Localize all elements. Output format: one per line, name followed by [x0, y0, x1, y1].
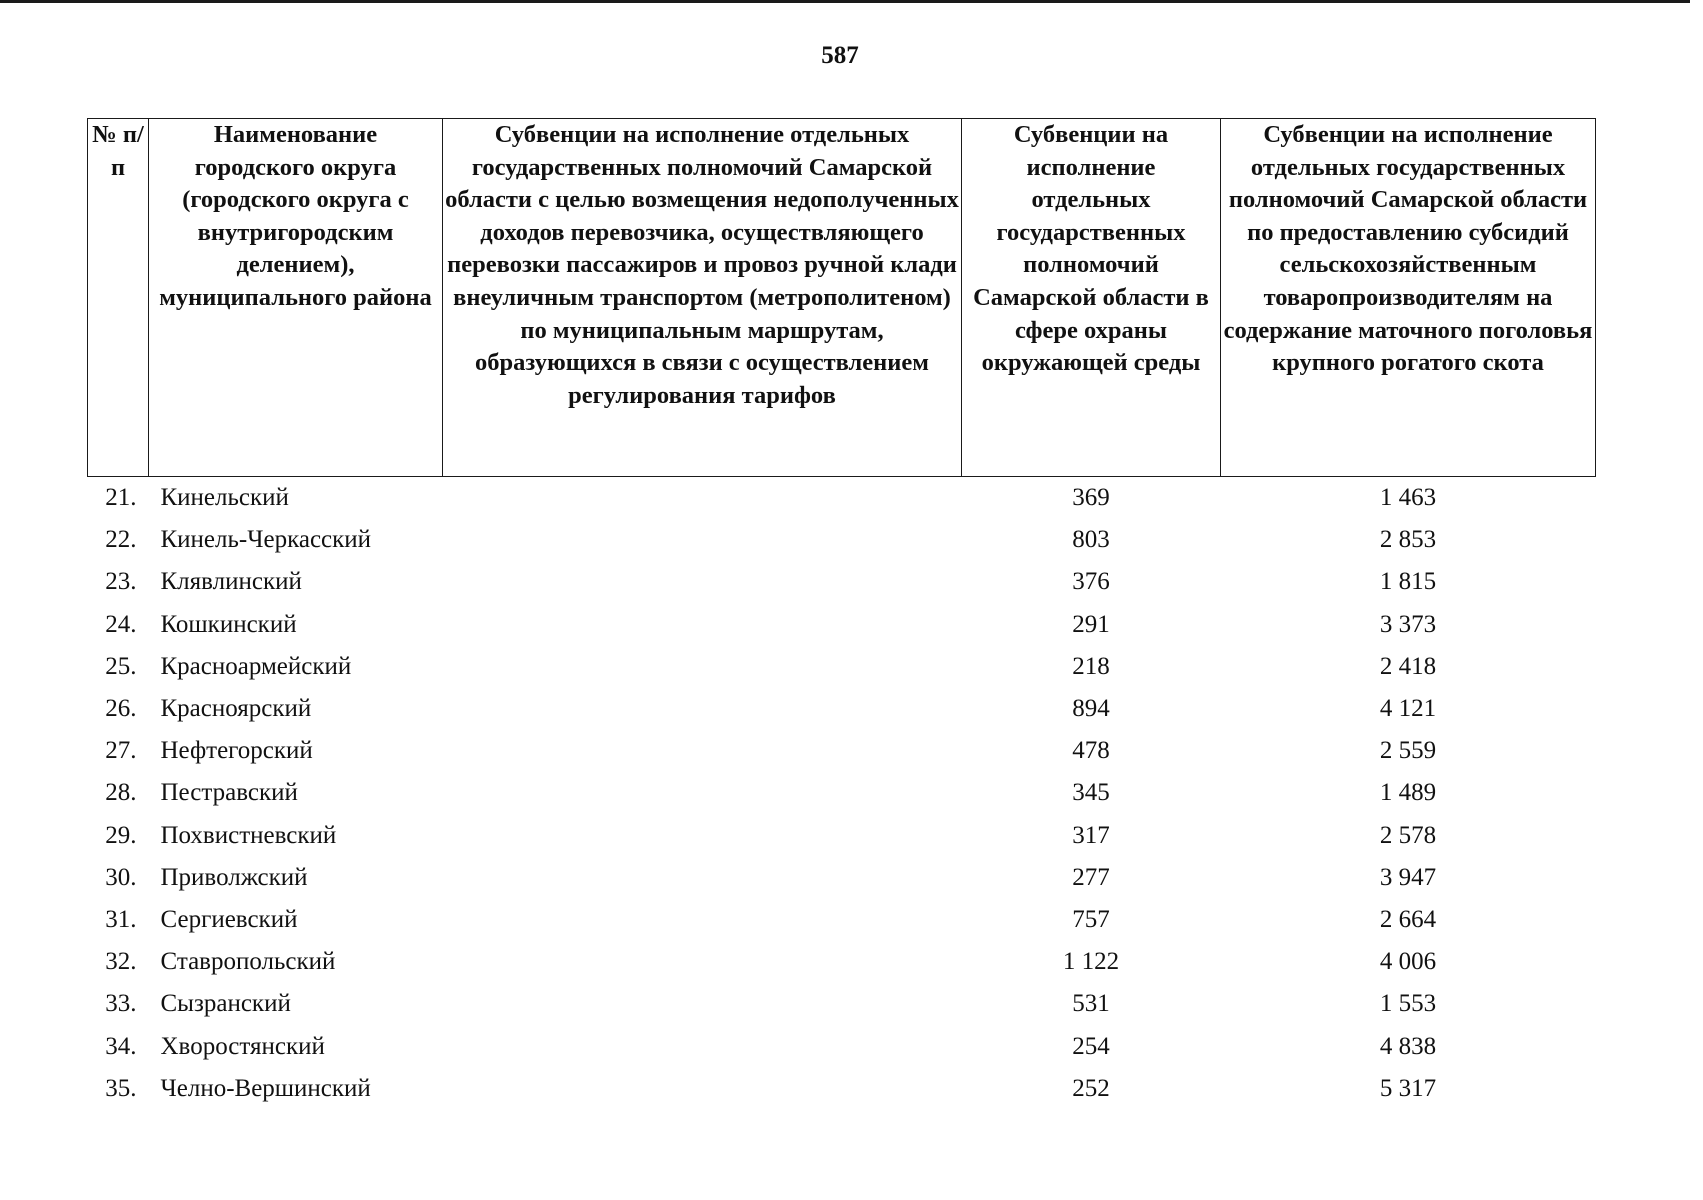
cattle-subvention-value: 4 006	[1379, 948, 1437, 976]
row-number: 23.	[105, 568, 137, 596]
municipality-name: Пестравский	[160, 779, 298, 807]
environment-subvention-value: 218	[1072, 652, 1110, 680]
cattle-subvention-value: 1 489	[1379, 779, 1437, 807]
cattle-subvention-value: 3 947	[1379, 863, 1437, 891]
metro-subvention-value	[443, 730, 962, 772]
table-row	[88, 604, 1596, 646]
municipality-name: Кинель-Черкасский	[160, 526, 372, 554]
environment-subvention-value: 345	[1072, 779, 1110, 807]
header-environment-subvention: Субвенции на исполнение отдельных государственных полномочий Самарской области в сфере охраны окружающей среды	[962, 119, 1221, 477]
table-header	[88, 119, 1596, 477]
table-row	[88, 941, 1596, 983]
municipality-name: Нефтегорский	[160, 737, 313, 765]
table-body	[88, 477, 1596, 1110]
subventions-table	[87, 118, 1596, 1110]
municipality-name: Клявлинский	[160, 568, 302, 596]
cattle-subvention-value: 1 553	[1379, 990, 1437, 1018]
cattle-subvention-value: 1 463	[1379, 484, 1437, 512]
environment-subvention-value: 252	[1072, 1074, 1110, 1102]
cattle-subvention-value: 2 664	[1379, 905, 1437, 933]
row-number: 34.	[105, 1032, 137, 1060]
cattle-subvention-value: 2 853	[1379, 526, 1437, 554]
metro-subvention-value	[443, 561, 962, 603]
row-number: 21.	[105, 484, 137, 512]
environment-subvention-value: 894	[1072, 695, 1110, 723]
municipality-name: Похвистневский	[160, 821, 337, 849]
municipality-name: Сызранский	[160, 990, 291, 1018]
municipality-name: Сергиевский	[160, 905, 298, 933]
cattle-subvention-value: 1 815	[1379, 568, 1437, 596]
metro-subvention-value	[443, 1068, 962, 1110]
table-row	[88, 1068, 1596, 1110]
environment-subvention-value: 317	[1072, 821, 1110, 849]
cattle-subvention-value: 2 559	[1379, 737, 1437, 765]
metro-subvention-value	[443, 519, 962, 561]
table-row	[88, 646, 1596, 688]
table-row	[88, 857, 1596, 899]
environment-subvention-value: 291	[1072, 610, 1110, 638]
table-row	[88, 1025, 1596, 1067]
header-municipality: Наименование городского округа (городского округа с внутригородским делением), муниципального района	[149, 119, 443, 477]
metro-subvention-value	[443, 815, 962, 857]
municipality-name: Красноярский	[160, 695, 312, 723]
row-number: 27.	[105, 737, 137, 765]
header-cattle-subvention: Субвенции на исполнение отдельных государственных полномочий Самарской области по предоставлению субсидий сельскохозяйственным товаропроизводителям на содержание маточного поголовья крупного рогатого скота	[1221, 119, 1596, 477]
cattle-subvention-value: 2 578	[1379, 821, 1437, 849]
environment-subvention-value: 277	[1072, 863, 1110, 891]
environment-subvention-value: 757	[1072, 905, 1110, 933]
metro-subvention-value	[443, 941, 962, 983]
environment-subvention-value: 254	[1072, 1032, 1110, 1060]
metro-subvention-value	[443, 857, 962, 899]
environment-subvention-value: 531	[1072, 990, 1110, 1018]
table-row	[88, 477, 1596, 520]
environment-subvention-value: 803	[1072, 526, 1110, 554]
row-number: 33.	[105, 990, 137, 1018]
table-row	[88, 983, 1596, 1025]
table-row	[88, 730, 1596, 772]
metro-subvention-value	[443, 772, 962, 814]
metro-subvention-value	[443, 688, 962, 730]
cattle-subvention-value: 3 373	[1379, 610, 1437, 638]
municipality-name: Красноармейский	[160, 652, 352, 680]
table-row	[88, 772, 1596, 814]
header-metro-subvention: Субвенции на исполнение отдельных государственных полномочий Самарской области с целью возмещения недополученных доходов перевозчика, осуществляющего перевозки пассажиров и провоз ручной клади внеуличным транспортом (метрополитеном) по муниципальным маршрутам, образующихся в связи с осуществлением регулирования тарифов	[443, 119, 962, 477]
municipality-name: Хворостянский	[160, 1032, 325, 1060]
environment-subvention-value: 369	[1072, 484, 1110, 512]
table-row	[88, 815, 1596, 857]
municipality-name: Ставропольский	[160, 948, 336, 976]
row-number: 25.	[105, 652, 137, 680]
table-row	[88, 899, 1596, 941]
environment-subvention-value: 376	[1072, 568, 1110, 596]
municipality-name: Кинельский	[160, 484, 289, 512]
municipality-name: Кошкинский	[160, 610, 297, 638]
metro-subvention-value	[443, 646, 962, 688]
row-number: 28.	[105, 779, 137, 807]
header-row	[88, 119, 1596, 477]
metro-subvention-value	[443, 604, 962, 646]
municipality-name: Челно-Вершинский	[160, 1074, 371, 1102]
table-row	[88, 519, 1596, 561]
metro-subvention-value	[443, 899, 962, 941]
row-number: 22.	[105, 526, 137, 554]
cattle-subvention-value: 5 317	[1379, 1074, 1437, 1102]
metro-subvention-value	[443, 477, 962, 520]
row-number: 26.	[105, 695, 137, 723]
table-row	[88, 561, 1596, 603]
top-rule	[0, 0, 1690, 3]
cattle-subvention-value: 4 838	[1379, 1032, 1437, 1060]
cattle-subvention-value: 4 121	[1379, 695, 1437, 723]
municipality-name: Приволжский	[160, 863, 308, 891]
row-number: 32.	[105, 948, 137, 976]
metro-subvention-value	[443, 1025, 962, 1067]
row-number: 29.	[105, 821, 137, 849]
environment-subvention-value: 478	[1072, 737, 1110, 765]
metro-subvention-value	[443, 983, 962, 1025]
environment-subvention-value: 1 122	[1062, 948, 1120, 976]
page-number: 587	[821, 42, 859, 69]
header-number: № п/п	[88, 119, 149, 477]
cattle-subvention-value: 2 418	[1379, 652, 1437, 680]
row-number: 35.	[105, 1074, 137, 1102]
row-number: 30.	[105, 863, 137, 891]
table-row	[88, 688, 1596, 730]
row-number: 24.	[105, 610, 137, 638]
row-number: 31.	[105, 905, 137, 933]
